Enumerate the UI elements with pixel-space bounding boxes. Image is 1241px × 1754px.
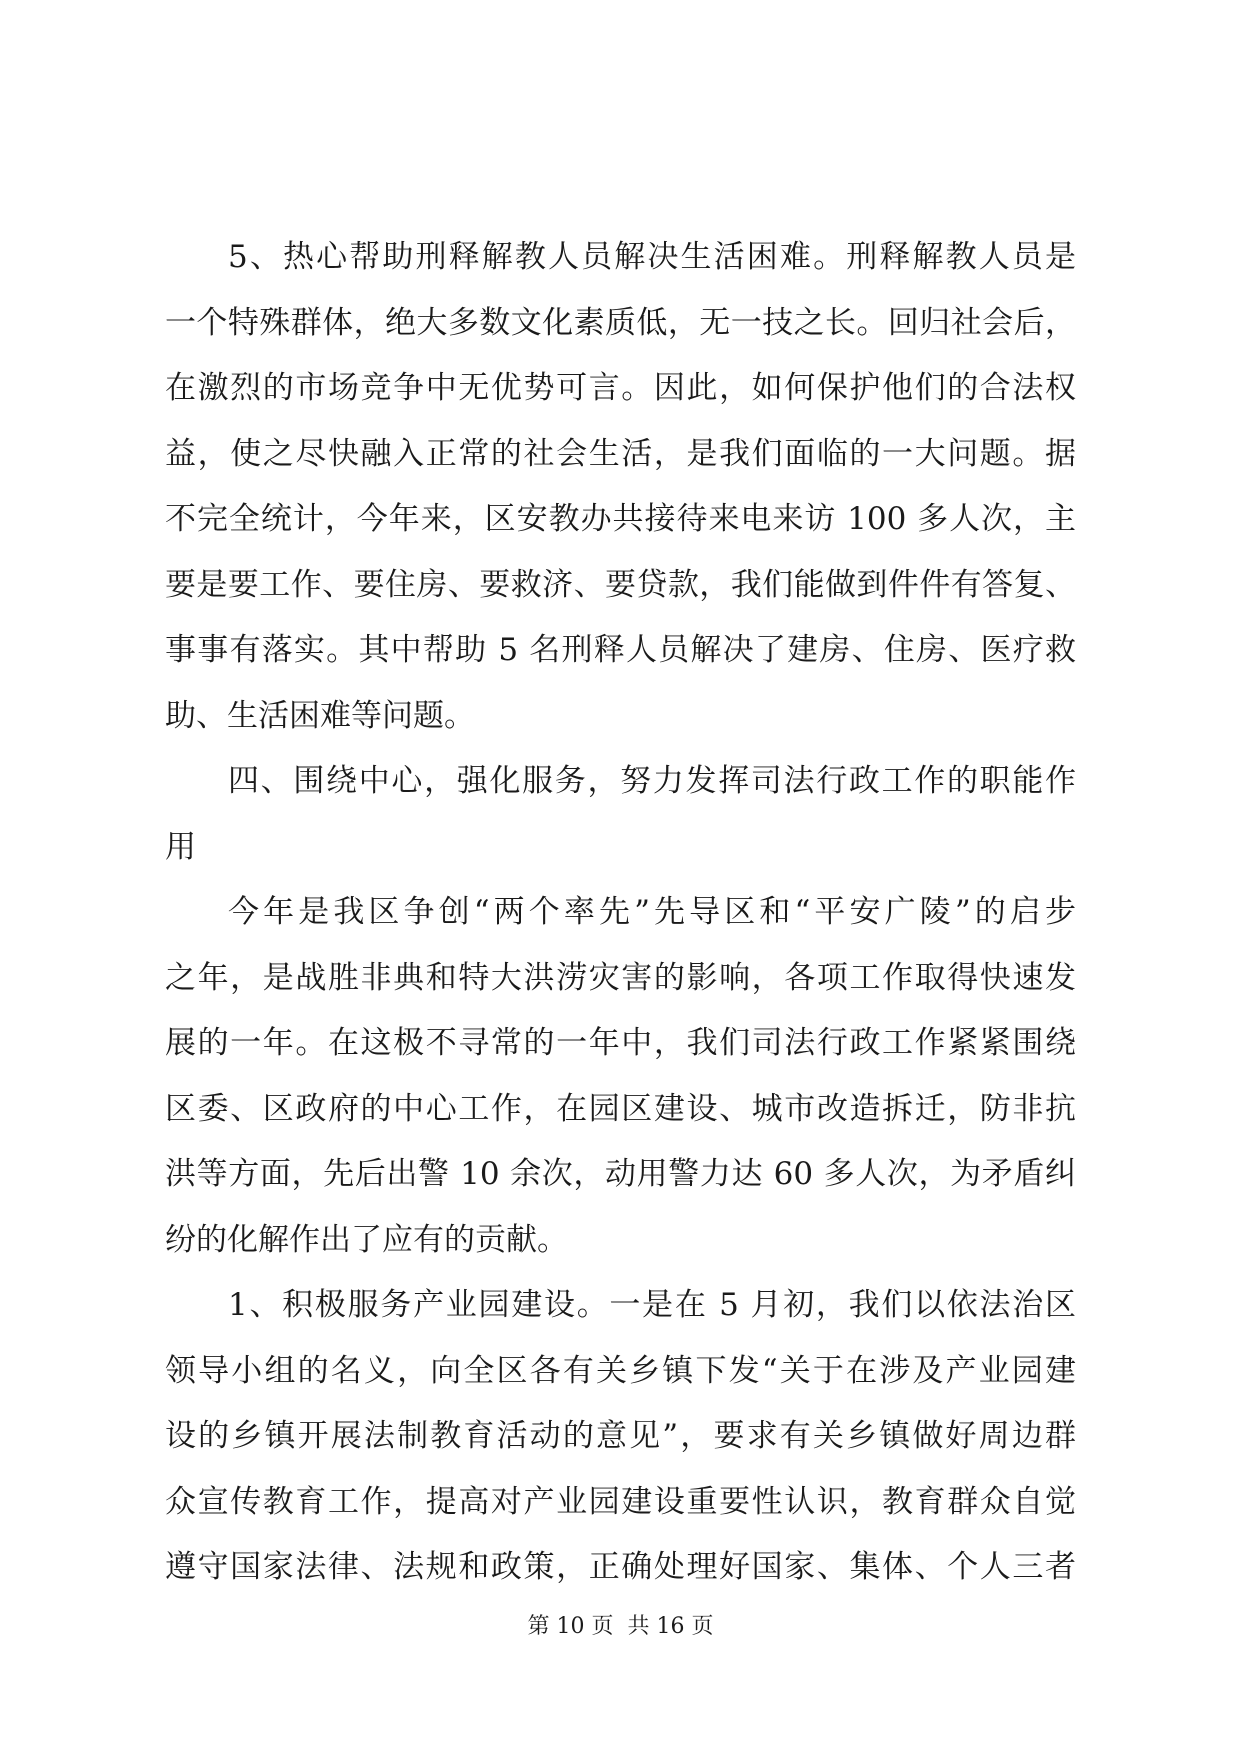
document-body (165, 225, 1076, 1601)
text-line: 纷的化解作出了应有的贡献。 (165, 1221, 568, 1258)
text-line: 不完全统计，今年来，区安教办共接待来电来访 100 多人次，主 (165, 501, 1076, 537)
text-line: 5、热心帮助刑释解教人员解决生活困难。刑释解教人员是 (228, 239, 1076, 275)
text-line: 在激烈的市场竞争中无优势可言。因此，如何保护他们的合法权 (165, 370, 1076, 406)
text-line: 助、生活困难等问题。 (165, 697, 475, 734)
text-line: 遵守国家法律、法规和政策，正确处理好国家、集体、个人三者 (165, 1549, 1076, 1585)
text-line: 众宣传教育工作，提高对产业园建设重要性认识，教育群众自觉 (165, 1483, 1076, 1520)
page-number: 第 10 页 共 16 页 (527, 1614, 714, 1639)
text-line: 事事有落实。其中帮助 5 名刑释人员解决了建房、住房、医疗救 (165, 632, 1076, 668)
text-line: 要是要工作、要住房、要救济、要贷款，我们能做到件件有答复、 (165, 566, 1076, 603)
text-line: 区委、区政府的中心工作，在园区建设、城市改造拆迁，防非抗 (165, 1090, 1076, 1127)
text-line: 领导小组的名义，向全区各有关乡镇下发“关于在涉及产业园建 (165, 1352, 1076, 1389)
text-line: 之年，是战胜非典和特大洪涝灾害的影响，各项工作取得快速发 (165, 959, 1076, 996)
text-line: 今年是我区争创“两个率先”先导区和“平安广陵”的启步 (228, 894, 1076, 930)
text-line: 1、积极服务产业园建设。一是在 5 月初，我们以依法治区 (228, 1287, 1076, 1323)
section-heading-line: 四、围绕中心，强化服务，努力发挥司法行政工作的职能作 (228, 763, 1076, 799)
text-line: 设的乡镇开展法制教育活动的意见”，要求有关乡镇做好周边群 (165, 1418, 1076, 1454)
page-footer (0, 1612, 1241, 1642)
text-line: 展的一年。在这极不寻常的一年中，我们司法行政工作紧紧围绕 (165, 1025, 1076, 1061)
text-line: 洪等方面，先后出警 10 余次，动用警力达 60 多人次，为矛盾纠 (165, 1156, 1076, 1192)
text-line: 益，使之尽快融入正常的社会生活，是我们面临的一大问题。据 (165, 435, 1076, 472)
section-heading-line: 用 (165, 828, 196, 865)
text-line: 一个特殊群体，绝大多数文化素质低，无一技之长。回归社会后， (165, 304, 1076, 341)
